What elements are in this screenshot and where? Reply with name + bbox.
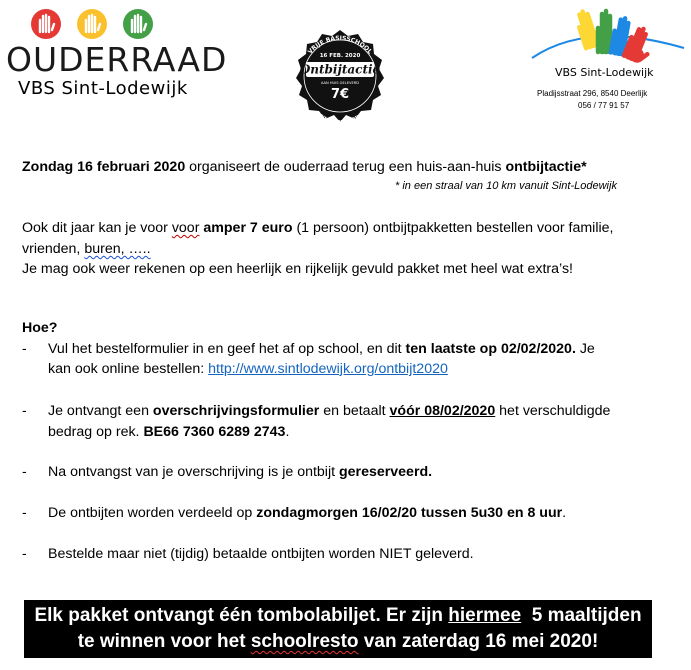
colored-hands-icon xyxy=(574,7,656,65)
bullet-form: overschrijvingsformulier xyxy=(152,403,320,419)
yellow-hand-icon xyxy=(77,9,107,39)
red-hand-icon xyxy=(31,9,61,39)
badge-price: 7€ xyxy=(330,87,350,102)
bullet-text: Je xyxy=(575,341,595,357)
para-duplicate-word: voor xyxy=(171,220,200,236)
order-online-link[interactable]: http://www.sintlodewijk.org/ontbijt2020 xyxy=(208,361,448,377)
bullet-text: Na ontvangst van je overschrijving is je ontbijt xyxy=(48,464,339,480)
para-line-1 xyxy=(22,219,613,238)
bullet-deadline: ten laatste op 02/02/2020. xyxy=(405,341,576,357)
banner-text: 5 maaltijden xyxy=(521,605,642,626)
bullet-1-line-2 xyxy=(48,360,448,379)
intro-text: organiseert de ouderraad terug een huis-aan-huis xyxy=(185,159,506,175)
green-hand-icon xyxy=(123,9,153,39)
bullet-text: Vul het bestelformulier in en geef het af op school, en dit xyxy=(48,341,406,357)
bullet-pay-date: vóór 08/02/2020 xyxy=(389,403,496,419)
bullet-5: Bestelde maar niet (tijdig) betaalde ontbijten worden NIET geleverd. xyxy=(48,546,474,562)
ouderraad-subtitle: VBS Sint-Lodewijk xyxy=(18,78,188,99)
banner-text: te winnen voor het xyxy=(77,631,251,652)
bullet-1-line-1 xyxy=(48,340,595,359)
ontbijtactie-badge xyxy=(280,26,400,128)
banner-text: van zaterdag 16 mei 2020! xyxy=(358,631,599,652)
bullet-delivery-time: zondagmorgen 16/02/20 tussen 5u30 en 8 uur xyxy=(256,505,563,521)
ouderraad-title: OUDERRAAD xyxy=(6,40,228,79)
bullet-dash: - xyxy=(22,463,27,479)
banner-line-2 xyxy=(24,629,652,655)
bullet-dash: - xyxy=(22,504,27,520)
para-line-2 xyxy=(22,240,151,259)
para-text: vrienden, xyxy=(22,241,85,257)
bullet-2-line-2 xyxy=(48,423,289,442)
bullet-text: De ontbijten worden verdeeld op xyxy=(48,505,257,521)
bullet-text: kan ook online bestellen: xyxy=(48,361,209,377)
bank-account: BE66 7360 6289 2743 xyxy=(143,424,286,440)
banner-schoolresto: schoolresto xyxy=(250,631,359,652)
school-address: Pladijsstraat 296, 8540 Deerlijk xyxy=(537,89,648,98)
bullet-2-line-1 xyxy=(48,402,610,421)
bullet-dash: - xyxy=(22,402,27,418)
badge-title: Ontbijtactie xyxy=(299,62,381,77)
hoe-heading xyxy=(22,319,57,338)
bullet-4 xyxy=(48,504,566,523)
bullet-dash: - xyxy=(22,340,27,356)
badge-date: 16 FEB. 2020 xyxy=(319,53,361,59)
badge-small-text: AAN HUIS GELEVERD xyxy=(321,81,359,85)
bullet-reserved: gereserveerd. xyxy=(339,464,433,480)
bullet-text: Je ontvangt een xyxy=(48,403,153,419)
banner-hiermee: hiermee xyxy=(448,605,522,626)
intro-line xyxy=(22,158,587,177)
badge-top-text: VRIJE BASISSCHOOL xyxy=(306,34,374,56)
bullet-text: het verschuldigde xyxy=(495,403,611,419)
para-buren: buren, ….. xyxy=(84,241,151,257)
badge-bottom-text: SINT-LODEWIJK xyxy=(317,113,363,127)
bullet-text: . xyxy=(562,505,567,521)
banner-line-1 xyxy=(24,603,652,629)
bullet-3 xyxy=(48,463,432,482)
para-line-3: Je mag ook weer rekenen op een heerlijk en rijkelijk gevuld pakket met heel wat extra’s! xyxy=(22,261,573,277)
school-hands-logo xyxy=(528,6,688,68)
para-text-end: (1 persoon) ontbijtpakketten bestellen voor familie, xyxy=(292,220,614,236)
intro-ontbijtactie: ontbijtactie* xyxy=(505,159,587,175)
tombola-banner xyxy=(24,600,652,658)
intro-date: Zondag 16 februari 2020 xyxy=(22,159,186,175)
hoe-heading-text: Hoe? xyxy=(22,320,58,336)
bullet-text: en betaalt xyxy=(319,403,390,419)
para-text: Ook dit jaar kan je voor xyxy=(22,220,172,236)
bullet-dash: - xyxy=(22,545,27,561)
banner-text: Elk pakket ontvangt één tombolabiljet. Er zijn xyxy=(34,605,449,626)
ouderraad-hands-logo xyxy=(30,6,160,42)
radius-note: * in een straal van 10 km vanuit Sint-Lodewijk xyxy=(395,180,617,192)
para-price: amper 7 euro xyxy=(203,220,293,236)
bullet-text: bedrag op rek. xyxy=(48,424,144,440)
school-name: VBS Sint-Lodewijk xyxy=(555,66,654,79)
bullet-text: . xyxy=(285,424,290,440)
school-phone: 056 / 77 91 57 xyxy=(578,101,630,110)
